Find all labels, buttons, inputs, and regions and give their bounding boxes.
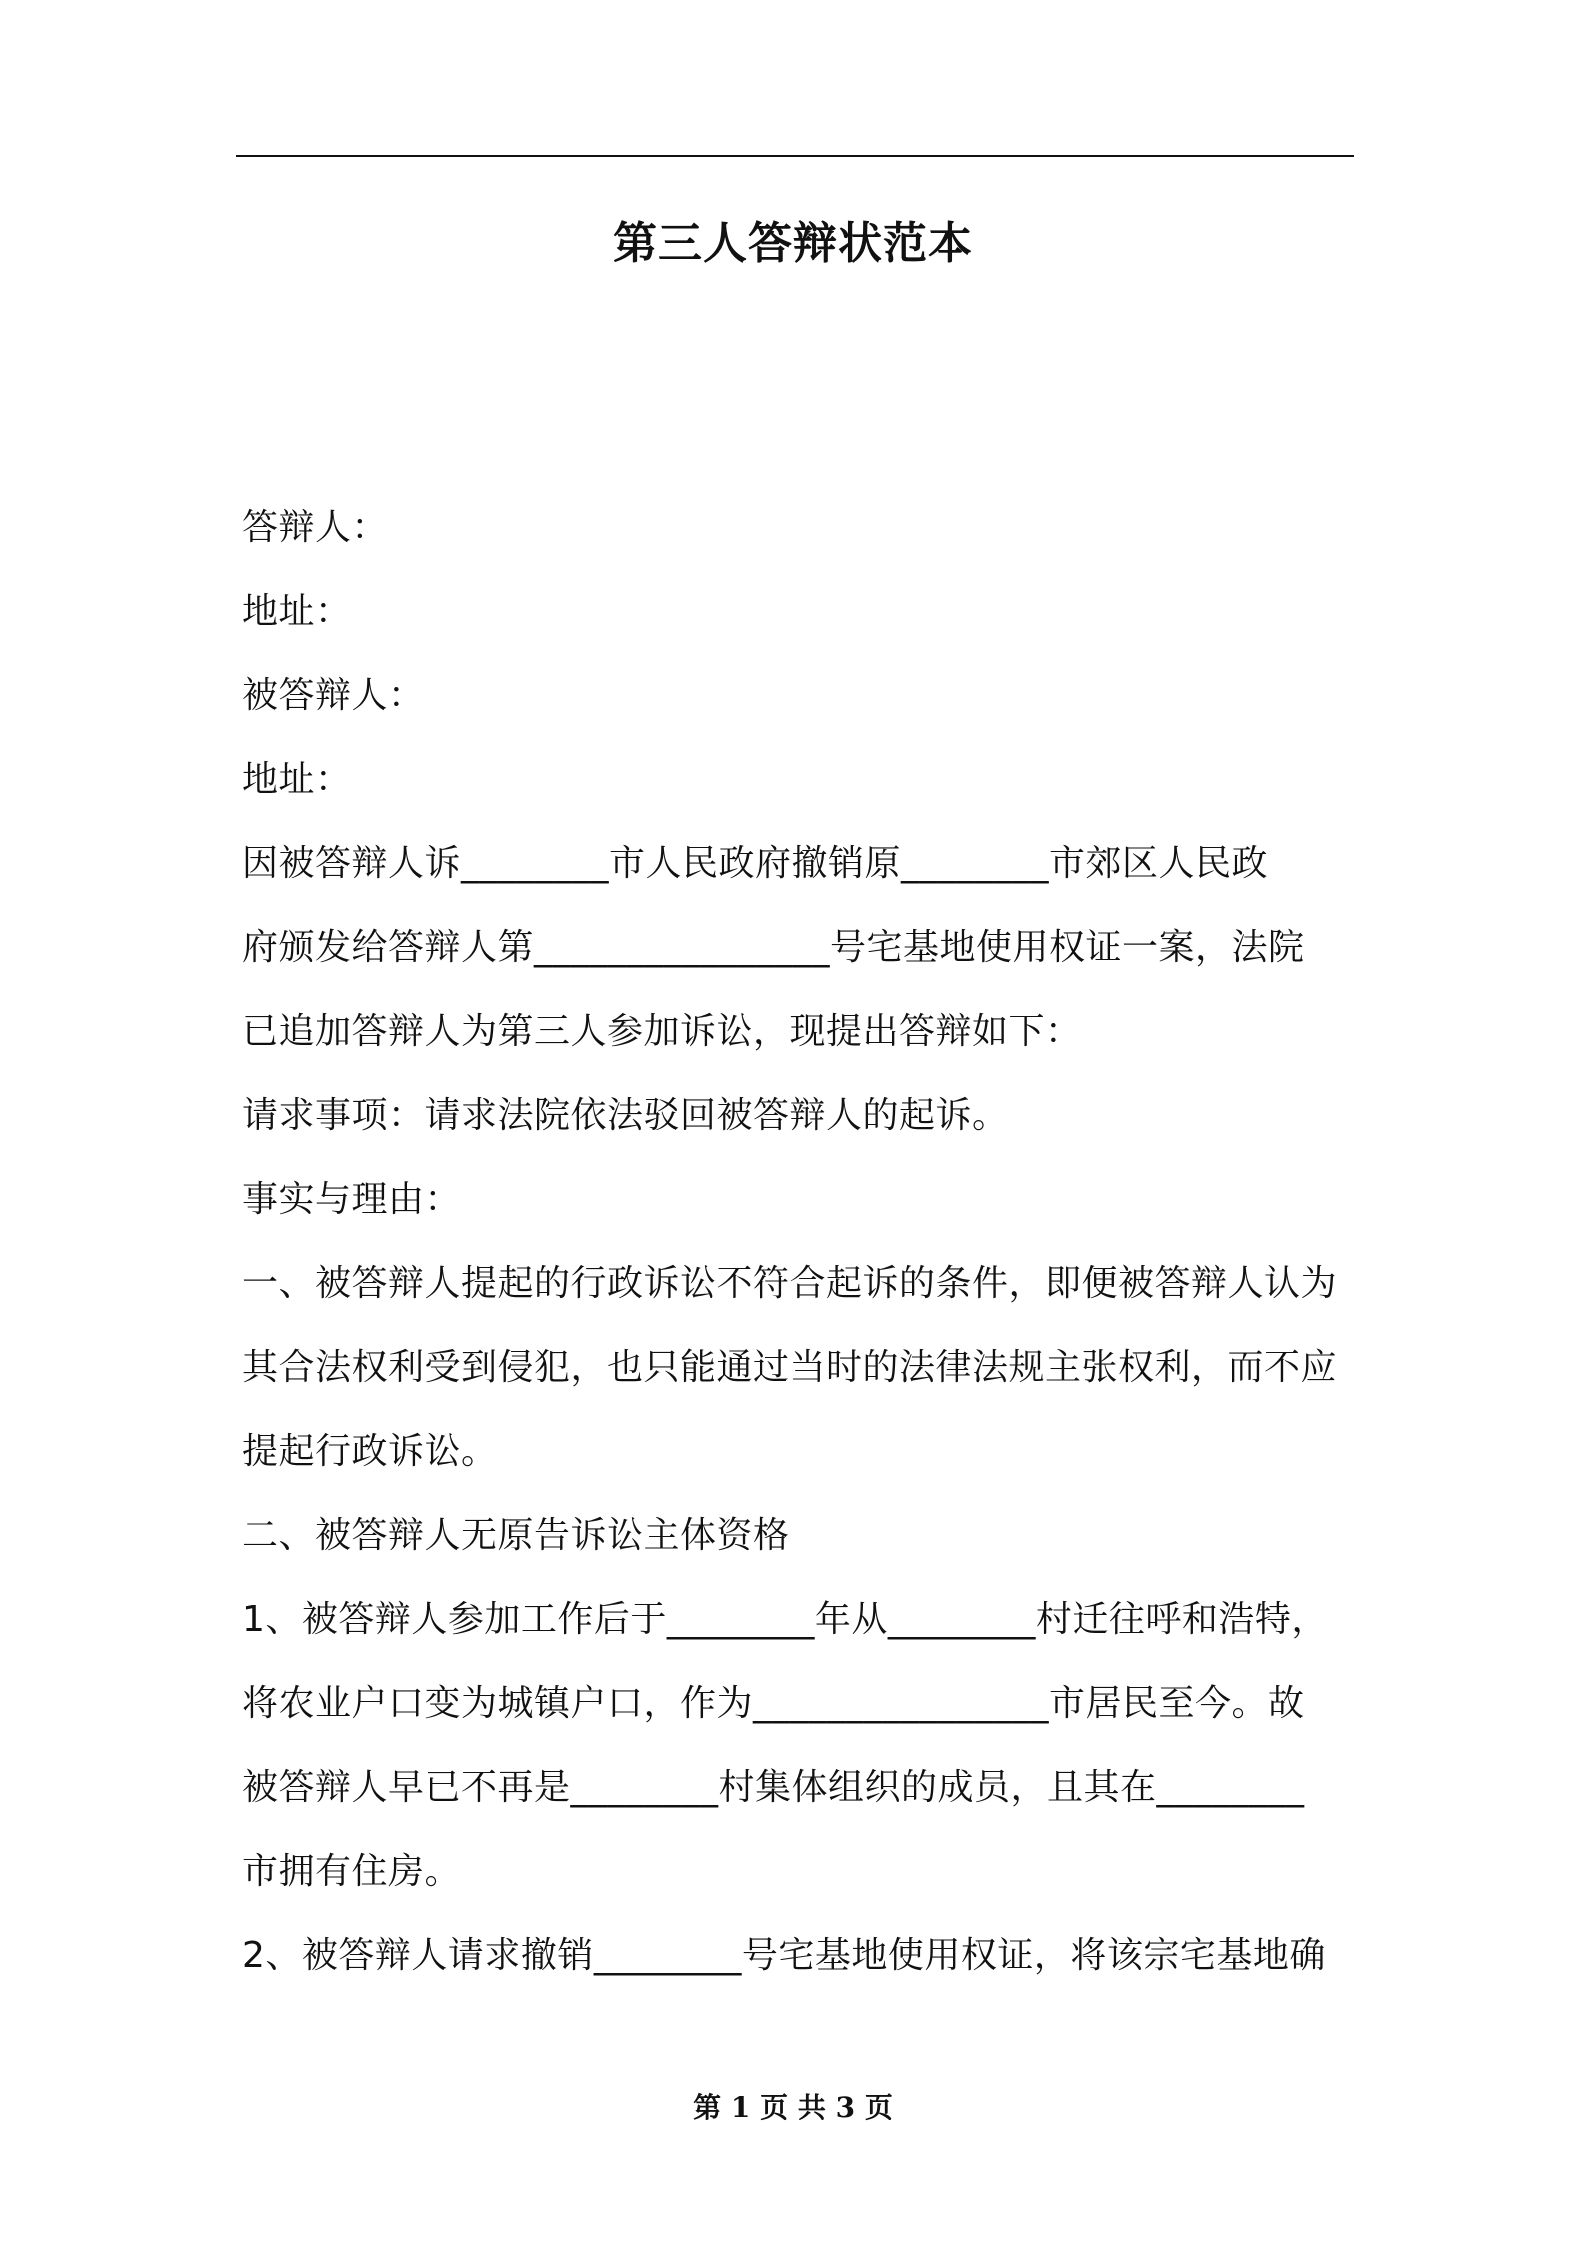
header-rule xyxy=(236,155,1354,157)
request-line: 请求事项：请求法院依法驳回被答辩人的起诉。 xyxy=(242,1095,1009,1136)
document-title: 第三人答辩状范本 xyxy=(613,218,973,269)
respondent-label: 答辩人： xyxy=(242,507,389,548)
paragraph-line: 因被答辩人诉________市人民政府撤销原________市郊区人民政 xyxy=(242,843,1269,884)
paragraph-line: 2、被答辩人请求撤销________号宅基地使用权证，将该宗宅基地确 xyxy=(242,1935,1326,1976)
paragraph-line: 将农业户口变为城镇户口，作为________________市居民至今。故 xyxy=(242,1683,1305,1724)
paragraph-line: 被答辩人早已不再是________村集体组织的成员，且其在________ xyxy=(242,1767,1305,1808)
paragraph-line: 已追加答辩人为第三人参加诉讼，现提出答辩如下： xyxy=(242,1011,1082,1052)
paragraph-line: 府颁发给答辩人第________________号宅基地使用权证一案，法院 xyxy=(242,927,1305,968)
paragraph-line: 1、被答辩人参加工作后于________年从________村迁往呼和浩特， xyxy=(242,1599,1328,1640)
paragraph-line: 一、被答辩人提起的行政诉讼不符合起诉的条件，即便被答辩人认为 xyxy=(242,1263,1338,1304)
opposing-party-label: 被答辩人： xyxy=(242,675,425,716)
document-body xyxy=(242,486,1362,1998)
page-number: 第 1 页 共 3 页 xyxy=(693,2091,893,2124)
paragraph-line: 提起行政诉讼。 xyxy=(242,1431,498,1472)
section-heading: 事实与理由： xyxy=(242,1179,462,1220)
paragraph-line: 市拥有住房。 xyxy=(242,1851,462,1892)
page-footer xyxy=(0,2088,1586,2128)
opposing-party-address-label: 地址： xyxy=(242,759,352,800)
section-heading: 二、被答辩人无原告诉讼主体资格 xyxy=(242,1515,790,1556)
respondent-address-label: 地址： xyxy=(242,591,352,632)
paragraph-line: 其合法权利受到侵犯，也只能通过当时的法律法规主张权利，而不应 xyxy=(242,1347,1338,1388)
